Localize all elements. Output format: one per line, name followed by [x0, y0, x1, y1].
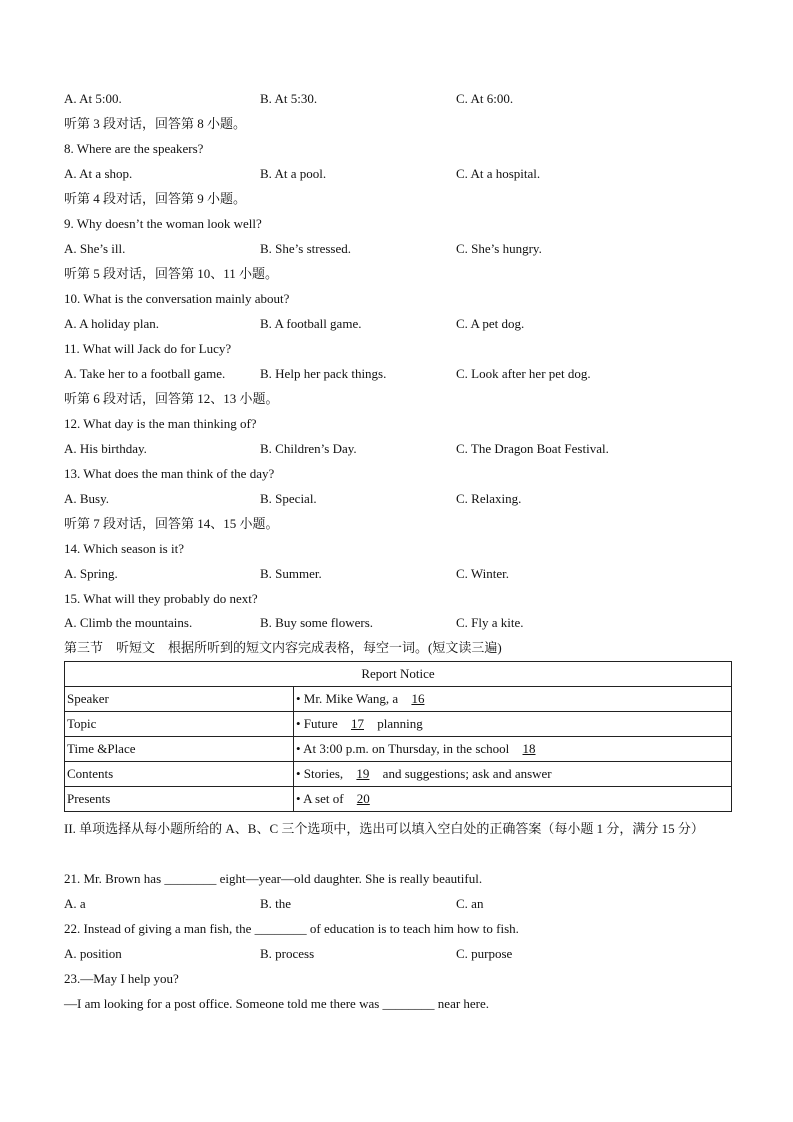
- q15-option-c: C. Fly a kite.: [456, 615, 524, 630]
- q12-option-c: C. The Dragon Boat Festival.: [456, 441, 609, 456]
- table-row: [65, 712, 732, 737]
- row-key: Speaker: [65, 687, 294, 712]
- q13-options: [64, 490, 732, 508]
- blank-19: 19: [356, 766, 370, 781]
- row-key: Presents: [65, 787, 294, 812]
- q14-option-b: B. Summer.: [260, 566, 322, 581]
- q23-dialogue-line: —I am looking for a post office. Someone told me there was ________ near here.: [64, 996, 490, 1011]
- q15-option-a: A. Climb the mountains.: [64, 615, 193, 630]
- segment-4-instruction: 听第 4 段对话，回答第 9 小题。: [64, 191, 247, 206]
- q8-option-c: C. At a hospital.: [456, 166, 541, 181]
- q8-options: [64, 165, 732, 183]
- blank-18: 18: [522, 741, 536, 756]
- q15-stem: 15. What will they probably do next?: [64, 591, 258, 606]
- q13-option-a: A. Busy.: [64, 491, 110, 506]
- q10-option-b: B. A football game.: [260, 316, 362, 331]
- q8-stem: 8. Where are the speakers?: [64, 141, 204, 156]
- q12-option-a: A. His birthday.: [64, 441, 147, 456]
- q7-option-a: A. At 5:00.: [64, 91, 122, 106]
- q7-options: [64, 90, 732, 108]
- q14-option-c: C. Winter.: [456, 566, 510, 581]
- q15-option-b: B. Buy some flowers.: [260, 615, 374, 630]
- segment-3-instruction: 听第 3 段对话，回答第 8 小题。: [64, 116, 247, 131]
- q21-option-c: C. an: [456, 896, 484, 911]
- q9-stem: 9. Why doesn’t the woman look well?: [64, 216, 262, 231]
- table-title: Report Notice: [65, 662, 732, 687]
- q13-option-c: C. Relaxing.: [456, 491, 522, 506]
- segment-5-instruction: 听第 5 段对话，回答第 10、11 小题。: [64, 266, 279, 281]
- q8-option-a: A. At a shop.: [64, 166, 133, 181]
- q11-option-b: B. Help her pack things.: [260, 366, 387, 381]
- row-value: [294, 712, 732, 737]
- q9-option-c: C. She’s hungry.: [456, 241, 542, 256]
- q11-option-a: A. Take her to a football game.: [64, 366, 226, 381]
- table-row: [65, 787, 732, 812]
- row-value: [294, 787, 732, 812]
- q22-stem: 22. Instead of giving a man fish, the ________ of education is to teach him how to fish.: [64, 921, 519, 936]
- section-3-heading: 第三节 听短文 根据所听到的短文内容完成表格，每空一词。(短文读三遍): [64, 640, 502, 655]
- q13-stem: 13. What does the man think of the day?: [64, 466, 275, 481]
- q10-stem: 10. What is the conversation mainly about?: [64, 291, 290, 306]
- q7-option-c: C. At 6:00.: [456, 91, 514, 106]
- q12-option-b: B. Children’s Day.: [260, 441, 357, 456]
- row-text-after: planning: [374, 716, 423, 731]
- q21-stem: 21. Mr. Brown has ________ eight—year—old daughter. She is really beautiful.: [64, 871, 483, 886]
- q11-options: [64, 365, 732, 383]
- blank-16: 16: [411, 691, 425, 706]
- q22-options: [64, 945, 732, 963]
- table-row: [65, 687, 732, 712]
- row-value: [294, 687, 732, 712]
- q13-option-b: B. Special.: [260, 491, 317, 506]
- part-2-heading: II. 单项选择从每小题所给的 A、B、C 三个选项中，选出可以填入空白处的正确答案（每小题 1 分，满分 15 分）: [64, 821, 704, 836]
- row-key: Topic: [65, 712, 294, 737]
- q14-option-a: A. Spring.: [64, 566, 118, 581]
- row-value: [294, 762, 732, 787]
- row-value: [294, 737, 732, 762]
- segment-7-instruction: 听第 7 段对话，回答第 14、15 小题。: [64, 516, 279, 531]
- q10-option-c: C. A pet dog.: [456, 316, 525, 331]
- q11-option-c: C. Look after her pet dog.: [456, 366, 591, 381]
- segment-6-instruction: 听第 6 段对话，回答第 12、13 小题。: [64, 391, 279, 406]
- q10-options: [64, 315, 732, 333]
- q14-stem: 14. Which season is it?: [64, 541, 184, 556]
- q12-options: [64, 440, 732, 458]
- row-text: • At 3:00 p.m. on Thursday, in the school: [296, 741, 513, 756]
- report-notice-table: [64, 661, 732, 812]
- table-row: [65, 737, 732, 762]
- row-text: • Future: [296, 716, 341, 731]
- q22-option-a: A. position: [64, 946, 122, 961]
- q21-options: [64, 895, 732, 913]
- blank-20: 20: [356, 791, 370, 806]
- row-text-after: and suggestions; ask and answer: [379, 766, 552, 781]
- q22-option-b: B. process: [260, 946, 315, 961]
- q15-options: [64, 614, 732, 632]
- row-text: • Stories,: [296, 766, 347, 781]
- q11-stem: 11. What will Jack do for Lucy?: [64, 341, 232, 356]
- q8-option-b: B. At a pool.: [260, 166, 327, 181]
- q22-option-c: C. purpose: [456, 946, 513, 961]
- q21-option-a: A. a: [64, 896, 86, 911]
- q9-option-a: A. She’s ill.: [64, 241, 126, 256]
- blank-17: 17: [351, 716, 364, 731]
- row-text: • A set of: [296, 791, 347, 806]
- row-key: Time &Place: [65, 737, 294, 762]
- q23-stem: 23.—May I help you?: [64, 971, 179, 986]
- q21-option-b: B. the: [260, 896, 292, 911]
- table-header-row: [65, 662, 732, 687]
- q12-stem: 12. What day is the man thinking of?: [64, 416, 257, 431]
- row-key: Contents: [65, 762, 294, 787]
- table-row: [65, 762, 732, 787]
- q7-option-b: B. At 5:30.: [260, 91, 318, 106]
- q10-option-a: A. A holiday plan.: [64, 316, 159, 331]
- row-text: • Mr. Mike Wang, a: [296, 691, 402, 706]
- q14-options: [64, 565, 732, 583]
- q9-options: [64, 240, 732, 258]
- q9-option-b: B. She’s stressed.: [260, 241, 351, 256]
